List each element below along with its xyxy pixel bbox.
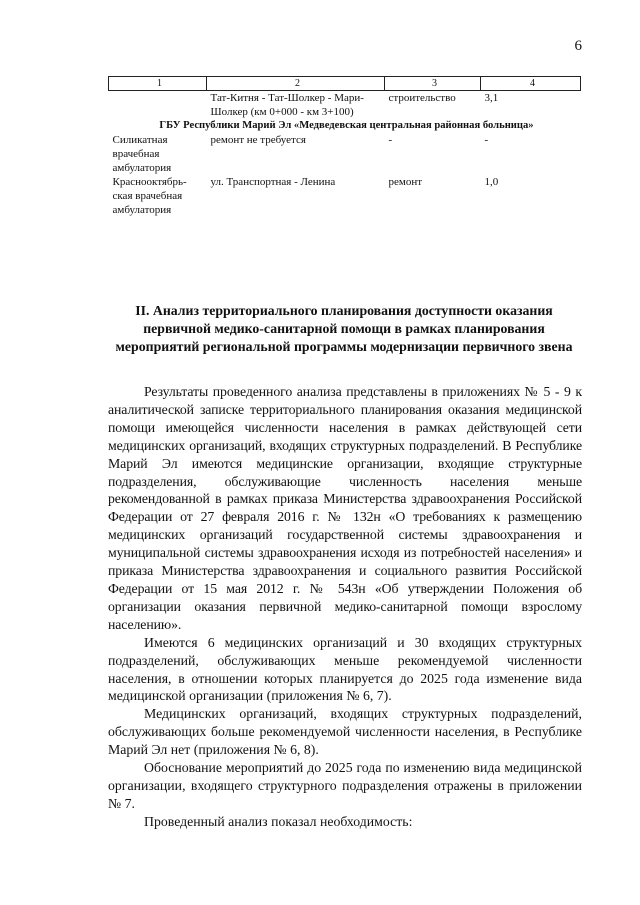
organization-heading: ГБУ Республики Марий Эл «Медведевская центральная районная больница» xyxy=(159,120,534,131)
paragraph: Проведенный анализ показал необходимость: xyxy=(144,813,413,829)
table-cell: строительство xyxy=(388,92,456,104)
section-title: II. Анализ территориального планирования доступности оказания первичной медико-санитарной помощи в рамках планирования мероприятий региональной программы модернизации первичного звена xyxy=(115,303,573,354)
data-table xyxy=(108,76,581,217)
table-cell: Тат-Китня - Тат-Шолкер - Мари-Шолкер (км 0+000 - км 3+100) xyxy=(210,92,364,118)
column-number: 4 xyxy=(481,77,581,91)
table-cell: - xyxy=(484,134,489,146)
table-cell: 1,0 xyxy=(484,176,499,188)
column-number: 3 xyxy=(385,77,481,91)
paragraph: Имеются 6 медицинских организаций и 30 входящих структурных подразделений, обслуживающих меньше рекомендуемой численности населения, в отношении которых планируется до 2025 года изменение вида медицинской организации (приложения № 6, 7). xyxy=(108,634,582,704)
table-cell: ремонт xyxy=(388,176,423,188)
table-org-heading-row xyxy=(109,119,581,133)
table-cell: 3,1 xyxy=(484,92,499,104)
table-cell xyxy=(109,91,207,120)
column-number: 1 xyxy=(109,77,207,91)
table-cell: Краснооктябрь-ская врачебная амбулатория xyxy=(112,176,187,216)
column-number: 2 xyxy=(207,77,385,91)
table-cell: ул. Транспортная - Ленина xyxy=(210,176,336,188)
table-cell: ремонт не требуется xyxy=(210,134,306,146)
paragraph: Результаты проведенного анализа представлены в приложениях № 5 - 9 к аналитической записке территориального планирования оказания медицинской помощи имеющейся численности населения в рамках действующей сети медицинских организаций, входящих структурных подразделений. В Республике Марий Эл имеются медицинские организации, входящие структурные подразделения, обслуживающие численность населения меньше рекомендованной в рамках приказа Министерства здравоохранения Российской Федерации от 27 февраля 2016 г. № 132н «О требованиях к размещению медицинских организаций государственной системы здравоохранения и муниципальной системы здравоохранения исходя из потребностей населения» и приказа Министерства здравоохранения и социального развития Российской Федерации от 15 мая 2012 г. № 543н «Об утверждении Положения об организации оказания первичной медико-санитарной помощи взрослому населению». xyxy=(108,384,582,632)
table-cell: Силикатная врачебная амбулатория xyxy=(112,134,172,174)
table-cell: - xyxy=(388,134,393,146)
table-row xyxy=(109,91,581,120)
paragraph: Медицинских организаций, входящих структурных подразделений, обслуживающих больше рекомендуемой численности населения, в Республике Марий Эл нет (приложения № 6, 8). xyxy=(108,706,582,758)
paragraph: Обоснование мероприятий до 2025 года по изменению вида медицинской организации, входящего структурного подразделения отражены в приложении № 7. xyxy=(108,760,582,811)
table-row xyxy=(109,175,581,217)
table-header-row xyxy=(109,77,581,91)
body-text xyxy=(108,383,582,831)
page-number: 6 xyxy=(574,38,582,54)
table-row xyxy=(109,133,581,175)
